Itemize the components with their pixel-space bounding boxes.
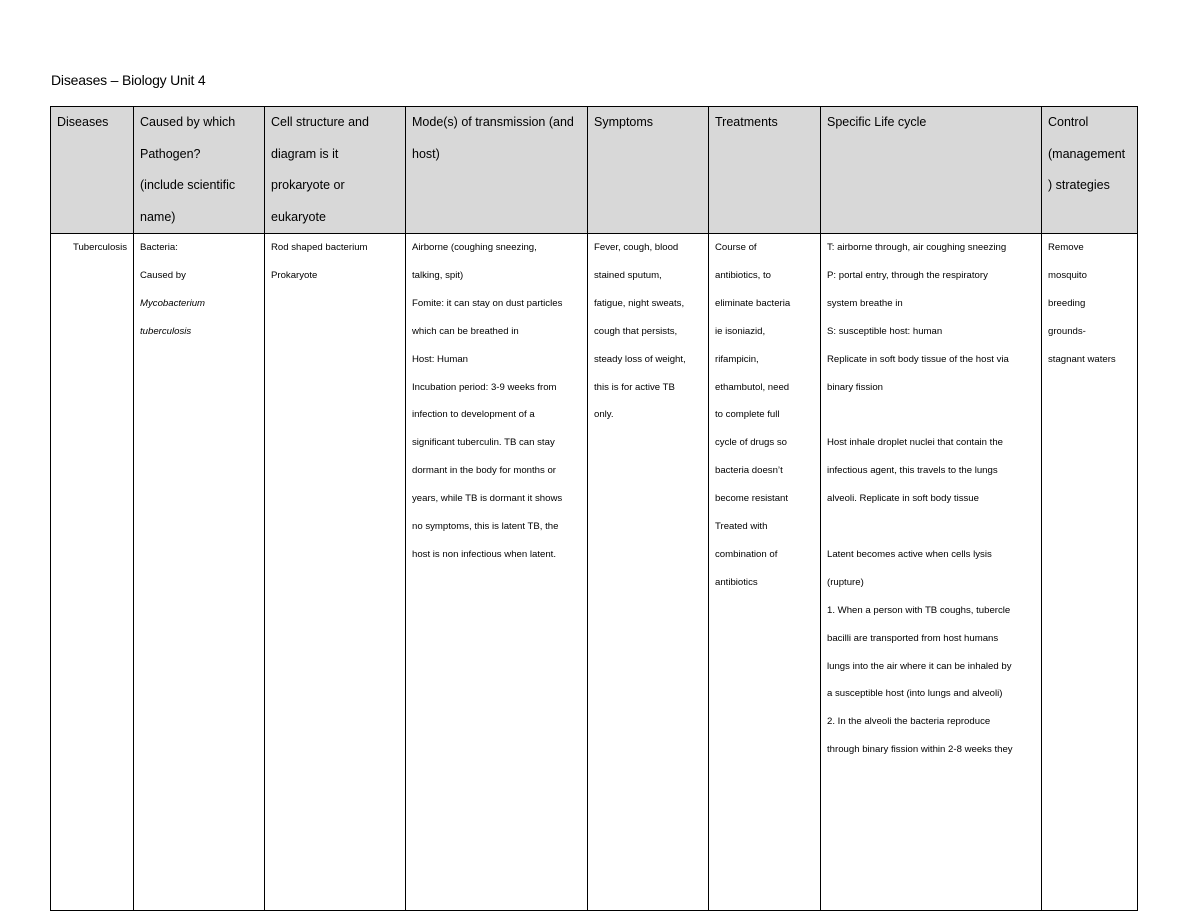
header-symptoms: Symptoms <box>588 107 709 234</box>
cell-disease: Tuberculosis <box>51 234 134 911</box>
header-pathogen: Caused by which Pathogen? (include scientific name) <box>134 107 265 234</box>
header-cell-structure: Cell structure and diagram is it prokaryote or eukaryote <box>265 107 406 234</box>
cell-control: Remove mosquito breeding grounds- stagnant waters <box>1042 234 1138 911</box>
header-control: Control (management ) strategies <box>1042 107 1138 234</box>
document-title: Diseases – Biology Unit 4 <box>51 72 206 88</box>
header-treatments: Treatments <box>709 107 821 234</box>
table-row <box>51 234 1138 911</box>
header-life-cycle: Specific Life cycle <box>821 107 1042 234</box>
cell-life-cycle: T: airborne through, air coughing sneezing P: portal entry, through the respiratory system breathe in S: susceptible host: human Replicate in soft body tissue of the host via binary fission Host inhale droplet nuclei that contain the infectious agent, this travels to the lungs alveoli. Replicate in soft body tissue Latent becomes active when cells lysis (rupture) 1. When a person with TB coughs, tubercle bacilli are transported from host humans lungs into the air where it can be inhaled by a susceptible host (into lungs and alveoli) 2. In the alveoli the bacteria reproduce through binary fission within 2-8 weeks they <box>821 234 1042 911</box>
cell-symptoms: Fever, cough, blood stained sputum, fatigue, night sweats, cough that persists, steady loss of weight, this is for active TB only. <box>588 234 709 911</box>
cell-treatments: Course of antibiotics, to eliminate bacteria ie isoniazid, rifampicin, ethambutol, need to complete full cycle of drugs so bacteria doesn’t become resistant Treated with combination of antibiotics <box>709 234 821 911</box>
header-diseases: Diseases <box>51 107 134 234</box>
cell-pathogen: Bacteria: Caused by Mycobacterium tuberculosis <box>134 234 265 911</box>
diseases-table <box>50 106 1138 911</box>
cell-transmission: Airborne (coughing sneezing, talking, spit) Fomite: it can stay on dust particles which can be breathed in Host: Human Incubation period: 3-9 weeks from infection to development of a significant tuberculin. TB can stay dormant in the body for months or years, while TB is dormant it shows no symptoms, this is latent TB, the host is non infectious when latent. <box>406 234 588 911</box>
cell-cell-structure: Rod shaped bacterium Prokaryote <box>265 234 406 911</box>
header-row <box>51 107 1138 234</box>
header-transmission: Mode(s) of transmission (and host) <box>406 107 588 234</box>
